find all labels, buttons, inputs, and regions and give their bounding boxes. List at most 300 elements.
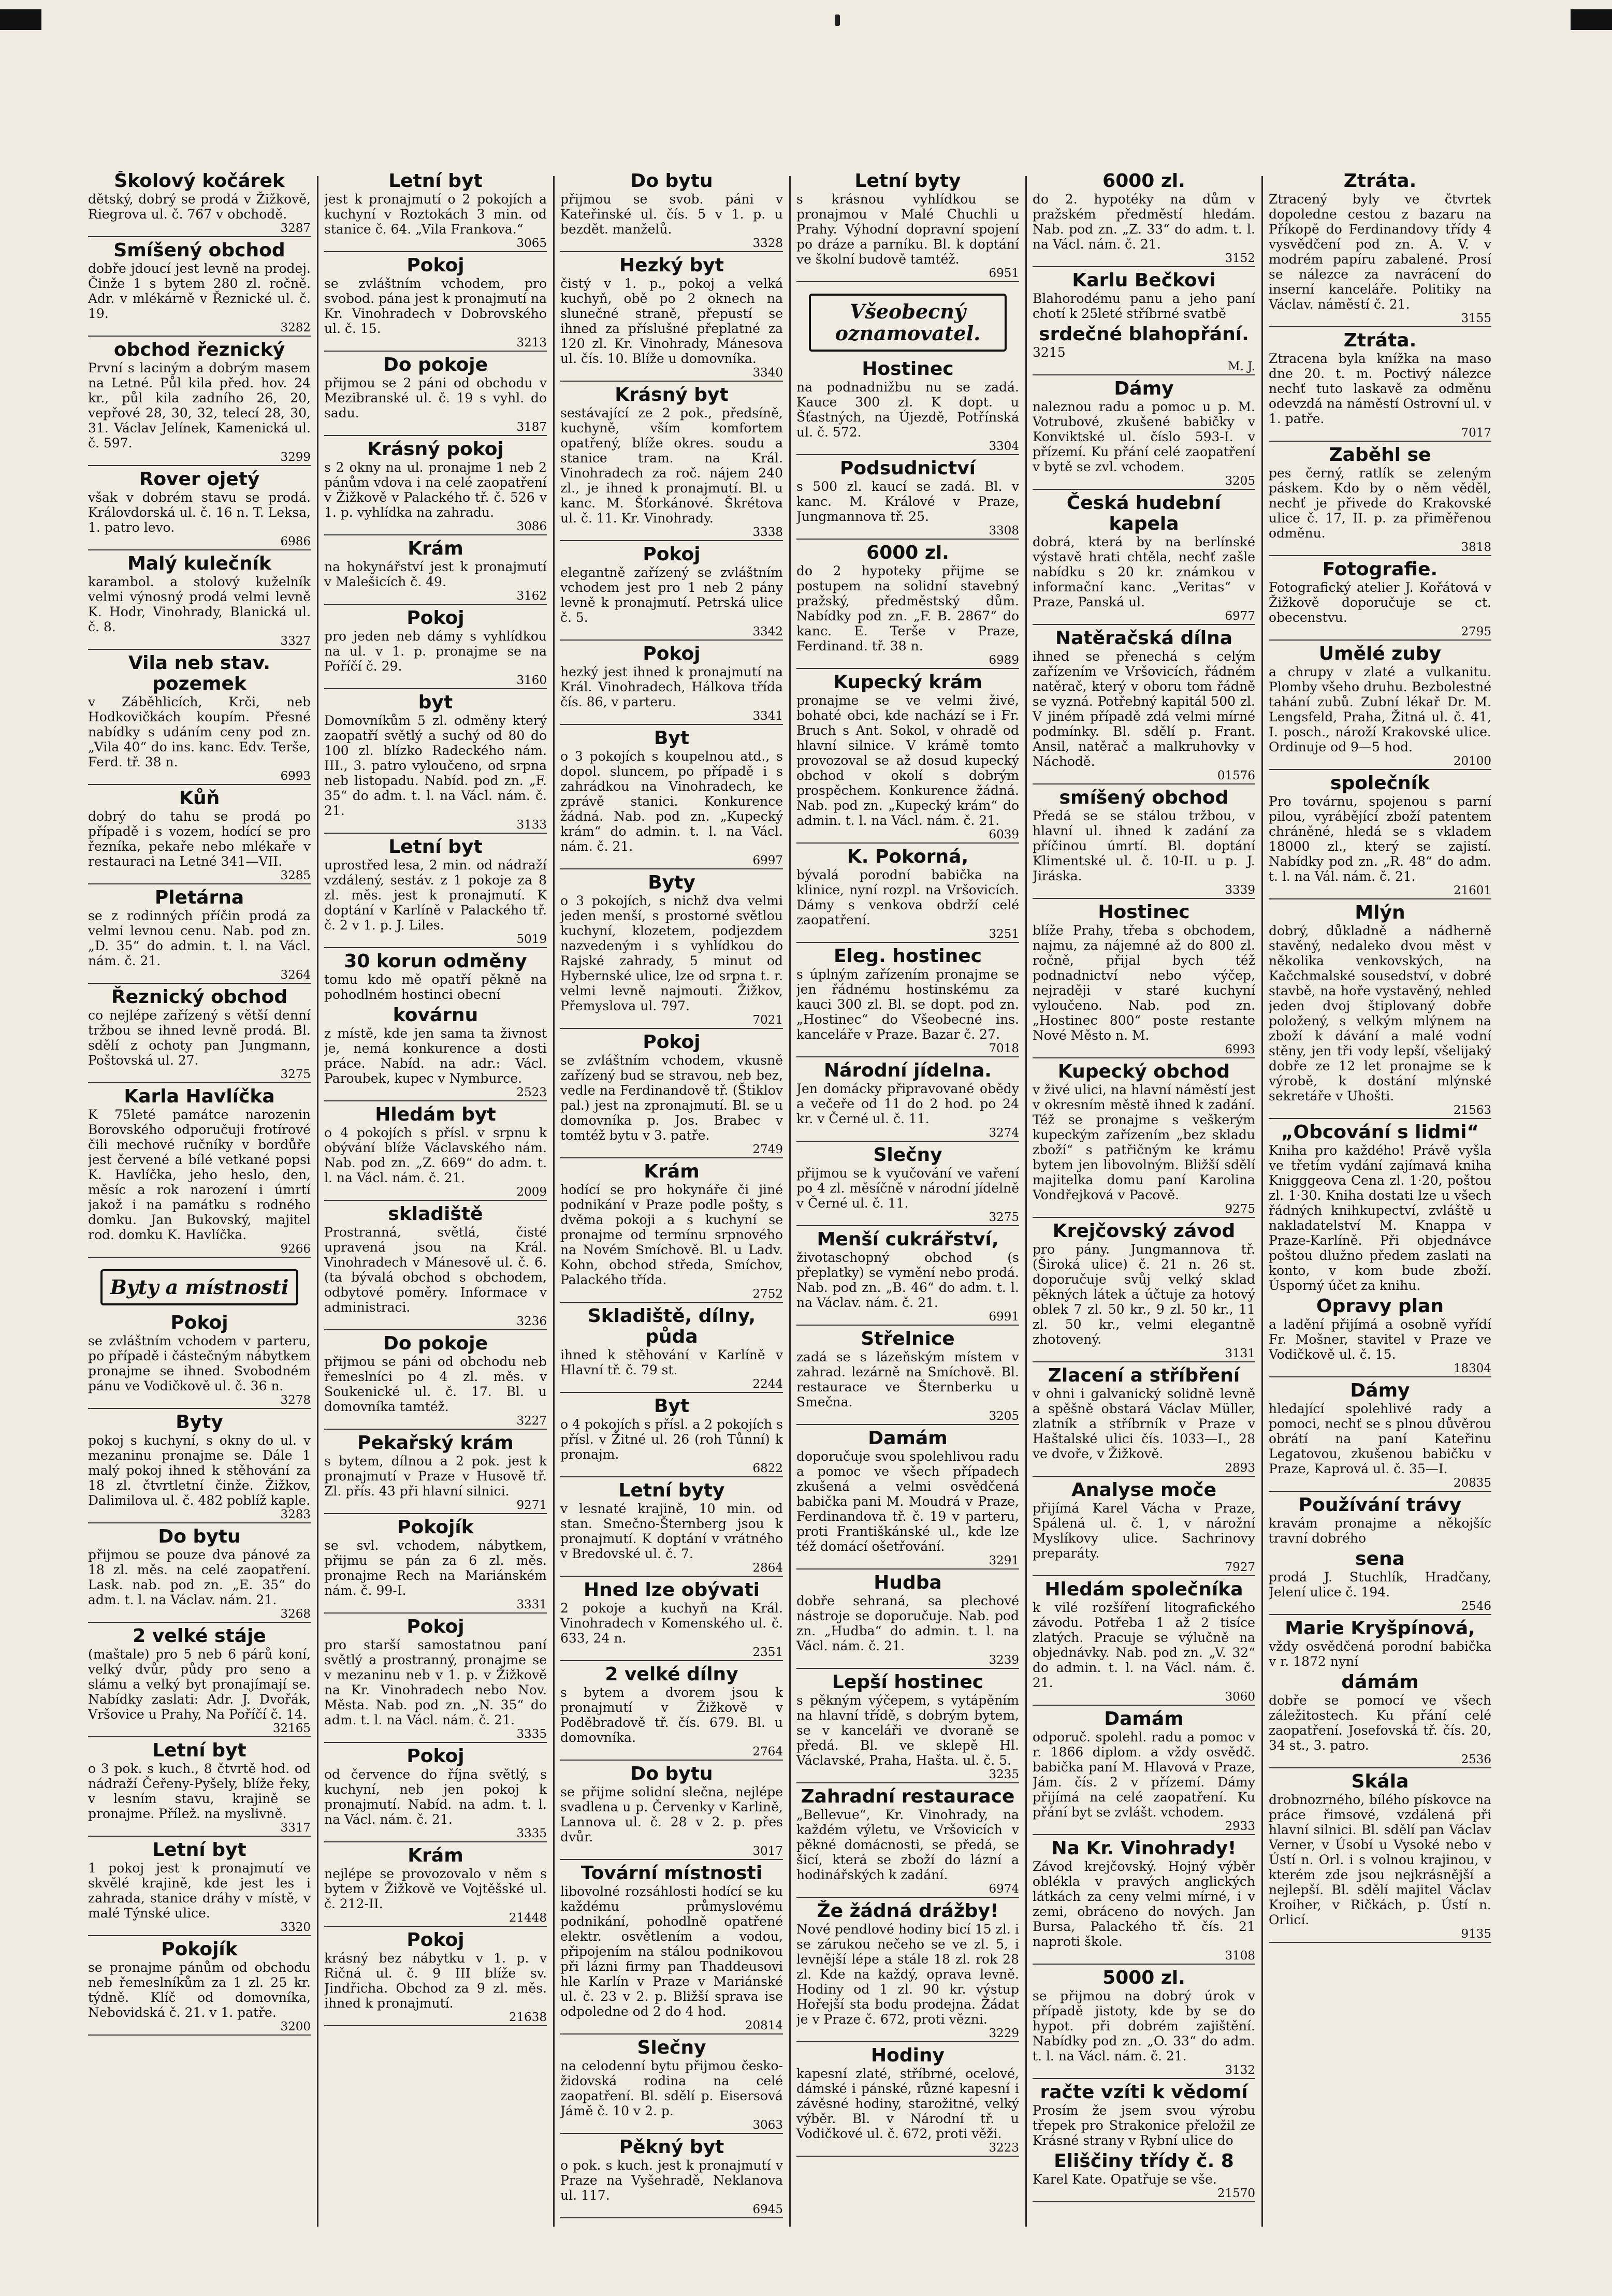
ad-number: 5019: [324, 933, 547, 948]
classified-ad: [324, 1617, 547, 1743]
classified-ad: [324, 608, 547, 689]
ad-body: s bytem, dílnou a 2 pok. jest k pronajmutí v Praze v Husově tř. Zl. přís. 43 při hlavní silnici.: [324, 1454, 547, 1499]
ad-number: 3223: [796, 2141, 1019, 2157]
ad-body: drobnozrného, bílého pískovce na práce řimsové, vzdálená při hlavní silnici. Bl. sdělí pan Václav Verner, v Úsobí u Vysoké nebo v Ústí n. Orl. i s volnou krajinou, v kterém zde jsou nejkrásnější a nejlepší. Bl. sdělí majitel Václav Kroiher, v Ričkách, p. Ústí n. Orlicí.: [1269, 1792, 1491, 1927]
ad-number: 3342: [560, 625, 783, 641]
classified-ad: [560, 385, 783, 541]
ad-heading: Krám: [408, 538, 463, 559]
ad-number: 3338: [560, 526, 783, 541]
classified-ad: [324, 1005, 547, 1101]
ad-heading: Dámy: [1114, 378, 1174, 399]
ad-heading: obchod řeznický: [113, 339, 285, 360]
ad-body: přijmou se 2 páni od obchodu v Mezibranské ul. č. 19 s vyhl. do sadu.: [324, 375, 547, 420]
ad-body: v Záběhlicích, Krči, neb Hodkovičkách koupím. Přesné nabídky s udáním ceny pod zn. „Vila 40“ do ins. kanc. Edv. Terše, Ferd. tř. 38 n.: [88, 694, 311, 769]
classified-ad: [324, 1333, 547, 1430]
ad-heading: Vila neb stav. pozemek: [128, 652, 271, 694]
ad-body: dobře jdoucí jest levně na prodej. Činže 1 s bytem 280 zl. ročně. Adr. v mlékárně v Řeznické ul. č. 19.: [88, 261, 311, 321]
ad-heading: 2 velké stáje: [133, 1625, 266, 1647]
ad-body: o 3 pok. s kuch., 8 čtvrtě hod. od nádraží Čeřeny-Pyšely, blíže řeky, v lesním stavu, krajině se pronajme. Přílež. na myslivně.: [88, 1761, 311, 1821]
ad-number: 3205: [1033, 474, 1255, 490]
ad-number: 2523: [324, 1086, 547, 1101]
classified-ad: [1269, 1549, 1491, 1615]
ad-number: 18304: [1269, 1362, 1491, 1377]
ad-heading: Pekařský krám: [357, 1432, 514, 1454]
ad-heading: Ztráta.: [1343, 171, 1417, 192]
ad-heading: Zaběhl se: [1329, 444, 1431, 466]
ad-body: blíže Prahy, třeba s obchodem, najmu, za nájemné až do 800 zl. ročně, přijal bych též podnadnictví nebo výčep, nejraději v staré kuchyní vyloučeno. Nab. pod zn. „Hostinec 800“ poste restante Nové Město n. M.: [1033, 923, 1255, 1043]
ad-number: 2351: [560, 1646, 783, 1661]
classified-ad: [324, 539, 547, 605]
ad-heading: Slečny: [873, 1144, 942, 1166]
scan-corner-mark: [0, 9, 41, 30]
ad-body: Předá se se stálou tržbou, v hlavní ul. ihned k zadání za příčinou úmrtí. Bl. doptání Klimentské ul. č. 10-II. u p. J. Jiráska.: [1033, 808, 1255, 883]
classified-ad: [560, 171, 783, 252]
ad-body: se zvláštním vchodem, vkusně zařízený bud se stravou, neb bez, vedle na Ferdinandově tř. (Štiklov pal.) jest na zpronajmutí. Bl. se u domovníka p. Jos. Brabec v tomtéž bytu v 3. patře.: [560, 1053, 783, 1143]
ad-number: 3200: [88, 2020, 311, 2036]
ad-body: kapesní zlaté, stříbrné, ocelové, dámské i pánské, různé kapesní i závěsné hodiny, starožitné, velký výběr. Bl. v Národní tř. u Vodičkové ul. č. 672, proti věži.: [796, 2066, 1019, 2141]
classified-ad: [796, 171, 1019, 282]
ad-body: Kniha pro každého! Právě vyšla ve třetím vydání zajímavá kniha Knigggeova Cena zl. 1·20, poštou zl. 1·30. Kniha dostati lze u všech řádných knihkupectví, zvláště u nakladatelství M. Knappa v Praze-Karlíně. Při objednávce poštou dlužno předem zaslati na konto, v kom bude zboží. Úsporný účet za knihu.: [1269, 1143, 1491, 1293]
column-rule: [1025, 176, 1027, 2227]
ad-body: Ztracena byla knížka na maso dne 20. t. m. Poctivý nálezce nechť tuto laskavě za odměnu odevzdá na náměstí Ostrovní ul. v 1. patře.: [1269, 351, 1491, 426]
classified-ad: [796, 1786, 1019, 1898]
ad-body: od července do října světlý, s kuchyní, neb jen pokoj k pronajmutí. Nabíd. na adm. t. l. na Václ. nám. č. 21.: [324, 1767, 547, 1827]
classified-ad: [88, 554, 311, 650]
ad-number: 2546: [1269, 1600, 1491, 1615]
ad-body: se zvláštním vchodem, pro svobod. pána jest k pronajmutí na Kr. Vinohradech v Dobrovského ul. č. 15.: [324, 276, 547, 336]
classified-ad: [796, 1901, 1019, 2042]
ad-heading: Analyse moče: [1071, 1479, 1216, 1501]
section-heading: Všeobecný oznamovatel.: [809, 294, 1007, 352]
classified-ad: [88, 240, 311, 337]
ad-number: 3108: [1033, 1949, 1255, 1965]
classified-ad: [796, 1145, 1019, 1226]
section-heading: Byty a místnosti: [100, 1269, 298, 1305]
ad-number: 3317: [88, 1821, 311, 1837]
ad-number: 7018: [796, 1042, 1019, 1057]
classified-ad: [324, 255, 547, 352]
ad-heading: Pokoj: [406, 255, 464, 276]
classified-ad: [1033, 1365, 1255, 1477]
ad-number: 3327: [88, 634, 311, 650]
ad-number: 21448: [324, 1911, 547, 1927]
ad-heading: Hudba: [874, 1572, 942, 1593]
classified-ad: [560, 1306, 783, 1393]
classified-ad: [88, 1412, 311, 1523]
ad-heading: Byt: [653, 728, 690, 749]
ad-body: s pěkným výčepem, s vytápěním na hlavní třídě, s dobrým bytem, se v kanceláři ve dvoraně se předá. Bl. ve sklepě Hl. Václavské, Praha, Hašta. ul. č. 5.: [796, 1693, 1019, 1768]
classified-ad: [88, 1939, 311, 2036]
ad-body: Nové pendlové hodiny bicí 15 zl. i se zárukou nečeho se ve zl. 5, i levnější lépe a stále 18 zl. rok 28 zl. Kde na každý, oprava levně. Hodiny od 1 zl. 90 kr. výstup Hořejší sta bodu prodejna. Žádat je v Praze č. 672, proti vězni.: [796, 1922, 1019, 2027]
classified-column-2: [324, 171, 547, 2242]
classified-ad: [1269, 1495, 1491, 1546]
ad-body: dobrý do tahu se prodá po případě i s vozem, hodící se pro řezníka, pekaře nebo mlékaře v restauraci na Letné 341—VII.: [88, 809, 311, 869]
classified-ad: [560, 1580, 783, 1661]
ad-body: ihned se přenechá s celým zařízením ve Vršovicích, řádném natěrač, který v oboru tom řádně se vyzná. Potřebný kapitál 500 zl. V jiném případě zdá velmi mírné podmínky. Bl. sdělí p. Frant. Ansil, natěrač a malkruhovky v Náchodě.: [1033, 649, 1255, 769]
ad-heading: Lepší hostinec: [832, 1672, 984, 1693]
ad-body: ihned k stěhování v Karlíně v Hlavní tř. č. 79 st.: [560, 1347, 783, 1377]
ad-number: 6974: [796, 1882, 1019, 1898]
ad-body: se zvláštním vchodem v parteru, po případě i částečným nábytkem pronajme se ihned. Svobodném pánu ve Vodičkově ul. č. 36 n.: [88, 1333, 311, 1393]
ad-body: se z rodinných příčin prodá za velmi levnou cenu. Nab. pod zn. „D. 35“ do admin. t. l. na Václ. nám. č. 21.: [88, 908, 311, 968]
ad-heading: Letní byt: [388, 171, 483, 192]
ad-heading: Eleg. hostinec: [833, 946, 982, 967]
classified-ad: [1269, 1618, 1491, 1669]
ad-body: 3215: [1033, 345, 1066, 360]
ad-heading: Krám: [408, 1845, 463, 1866]
classified-ad: [1269, 1771, 1491, 1943]
ad-body: Prosím že jsem svou výrobu třepek pro Strakonice přeložil ze Krásné strany v Rybní ulice do: [1033, 2103, 1255, 2148]
classified-ad: [88, 1086, 311, 1258]
ad-heading: dámám: [1341, 1672, 1419, 1693]
ad-number: 3065: [324, 237, 547, 252]
ad-heading: Letní byt: [152, 1839, 246, 1861]
ad-heading: Hledám byt: [375, 1104, 496, 1125]
ad-body: pronajme se ve velmi živé, bohaté obci, kde nachází se i Fr. Bruch s Ant. Sokol, v ohradě od hlavní silnice. V krámě tomto provozoval se až dosud kupecký obchod v okolí s dobrým prospěchem. Konkurence žádná. Nab. pod zn. „Kupecký krám“ do admin. t. l. na Václ. nám. č. 21.: [796, 693, 1019, 828]
ad-number: 6977: [1033, 609, 1255, 625]
ad-number: 2749: [560, 1143, 783, 1158]
ad-body: „Bellevue“, Kr. Vinohrady, na každém výletu, ve Vršovicích v pěkné domácnosti, se předá, se šicí, která se zboží do lázní a hodinářských k zadání.: [796, 1807, 1019, 1882]
ad-heading: Letní byt: [388, 836, 483, 858]
ad-body: na hokynářství jest k pronajmutí v Malešicích č. 49.: [324, 559, 547, 589]
classified-ad: [796, 2045, 1019, 2157]
ad-body: karambol. a stolový kuželník velmi výnosný prodá velmi levně K. Hodr, Vinohrady, Blanická ul. č. 8.: [88, 574, 311, 634]
classified-column-6: [1269, 171, 1491, 2242]
ad-body: K 75leté památce narozenin Borovského odporučuji frotírové čili mechové ručníky v bordůře jest červené a bílé vetkané popsi K. Havlíčka, jeho heslo, den, měsíc a rok narození i úmrtí jakož i na památku s rodného domku. Jan Bukovský, majitel rod. domku K. Havlíčka.: [88, 1107, 311, 1242]
ad-heading: Pokoj: [406, 1616, 464, 1637]
ad-heading: Skála: [1351, 1771, 1409, 1792]
classified-ad: [88, 1313, 311, 1409]
ad-number: 01576: [1033, 769, 1255, 784]
ad-heading: Umělé zuby: [1318, 643, 1442, 664]
classified-ad: [1033, 493, 1255, 625]
ad-number: 3340: [560, 366, 783, 382]
ad-body: dobrý, důkladně a nádherně stavěný, nedaleko dvou měst v několika venkovských, na Kačchmalské sousedství, v dobré stavbě, na hoře vystavěný, nehled jeden dvoj štiplovaný dobře položený, s velkým mlýnem na zboží k dávání a malé vodní stěny, jen tři vody lepší, všelijaký dobře ze 12 let pronajme se k výrobě, k dostání mlýnské sekretáře v Uhošti.: [1269, 923, 1491, 1103]
ad-heading: Kupecký obchod: [1057, 1061, 1230, 1082]
classified-ad: [1033, 1968, 1255, 2079]
ad-body: Prostranná, světlá, čisté upravená jsou na Král. Vinohradech v Mánesově ul. č. 6. (ta bývalá obchod s obchodem, odbytové poměry. Informace v administraci.: [324, 1225, 547, 1315]
ad-number: 3017: [560, 1844, 783, 1860]
ad-heading: Hezký byt: [619, 255, 724, 276]
ad-number: 3235: [796, 1768, 1019, 1783]
classified-ad: [88, 788, 311, 884]
ad-body: přijmou se páni od obchodu neb řemeslníci po 4 zl. měs. v Soukenické ul. č. 17. Bl. u domovníka tamtéž.: [324, 1354, 547, 1414]
ad-heading: Pokojík: [397, 1517, 474, 1538]
ad-heading: Krásný byt: [615, 384, 729, 405]
ad-heading: K. Pokorná,: [847, 846, 969, 867]
classified-column-1: [88, 171, 311, 2242]
ad-heading: Kupecký krám: [833, 672, 982, 693]
ad-heading: Natěračská dílna: [1055, 628, 1232, 649]
classified-ad: [1269, 171, 1491, 327]
ad-number: 21601: [1269, 884, 1491, 899]
ad-body: přijmou se k vyučování ve vaření po 4 zl. měsíčně v národní jídelně v Černé ul. č. 11.: [796, 1166, 1019, 1211]
ad-heading: Pokoj: [643, 544, 701, 565]
ad-body: přijmou se svob. páni v Kateřinské ul. čís. 5 v 1. p. u bezdět. manželů.: [560, 192, 783, 237]
ad-heading: Slečny: [637, 2037, 706, 2058]
ad-body: (maštale) pro 5 neb 6 párů koní, velký dvůr, půdy pro seno a slámu a velký byt pronajímají se. Nabídky zaslati: Adr. J. Dvořák, Vršovice u Prahy, Na Poříčí č. 14.: [88, 1647, 311, 1722]
ad-number: 3160: [324, 674, 547, 689]
column-rule: [553, 176, 555, 2227]
ad-body: k vilé rozšíření litografického závodu. Potřeba 1 až 2 tisíce zlatých. Pracuje se výlučně na objednávky. Nab. pod zn. „V. 32“ do admin. t. l. na Václ. nám. č. 21.: [1033, 1600, 1255, 1690]
classified-ad: [1033, 628, 1255, 784]
ad-heading: Opravy plan: [1316, 1296, 1444, 1317]
classified-ad: [324, 1433, 547, 1514]
ad-body: dobře sehraná, sa plechové nástroje se doporučuje. Nab. pod zn. „Hudba“ do admin. t. l. na Václ. nám. č. 21.: [796, 1593, 1019, 1653]
ad-number: 3320: [88, 1921, 311, 1936]
ad-number: 6951: [796, 267, 1019, 282]
ad-body: krásný bez nábytku v 1. p. v Ričná ul. č. 9 III blíže sv. Jindřicha. Obchod za 9 zl. měs. ihned k pronajmutí.: [324, 1951, 547, 2011]
ad-heading: Mlýn: [1355, 902, 1405, 923]
ad-heading: Do bytu: [630, 1763, 713, 1784]
ad-body: co nejlépe zařízený s větší denní tržbou se ihned levně prodá. Bl. sdělí z ochoty pan Jungmann, Poštovská ul. 27.: [88, 1008, 311, 1068]
ad-heading: Hledám společníka: [1044, 1579, 1243, 1600]
ad-number: 3308: [796, 524, 1019, 540]
ad-heading: Tovární místnosti: [580, 1863, 763, 1884]
classified-ad: [1269, 644, 1491, 770]
ad-heading: Letní byty: [854, 171, 961, 192]
classified-ad: [560, 1032, 783, 1158]
classified-column-3: [560, 171, 783, 2242]
classified-ad: [88, 987, 311, 1083]
classified-ad: [1033, 902, 1255, 1058]
classified-ad: [1269, 1672, 1491, 1768]
ad-body: dobře se pomocí ve všech záležitostech. Ku přání celé zaopatření. Josefovská tř. čís. 20, 34 st., 3. patro.: [1269, 1693, 1491, 1753]
ad-heading: 5000 zl.: [1102, 1967, 1185, 1988]
ad-body: Domovníkům 5 zl. odměny který zaopatří světlý a suchý od 80 do 100 zl. blízko Radeckého nám. III., 3. patro vyloučeno, od srpna neb listopadu. Nabíd. pod zn. „F. 35“ do adm. t. l. na Václ. nám. č. 21.: [324, 713, 547, 818]
ad-body: se přijme solidní slečna, nejlépe svadlena u p. Červenky v Karlině, Lannova ul. č. 28 v 2. p. přes dvůr.: [560, 1784, 783, 1844]
ad-number: 3213: [324, 336, 547, 352]
ad-body: o pok. s kuch. jest k pronajmutí v Praze na Vyšehradě, Neklanova ul. 117.: [560, 2158, 783, 2203]
ad-number: 6993: [88, 769, 311, 785]
classified-ad: [1033, 1838, 1255, 1965]
classified-ad: [324, 1105, 547, 1201]
classified-ad: [1269, 903, 1491, 1119]
ad-number: 3060: [1033, 1690, 1255, 1706]
ad-body: prodá J. Stuchlík, Hradčany, Jelení ulice č. 194.: [1269, 1570, 1491, 1600]
classified-ad: [560, 1863, 783, 2035]
ad-number: 6945: [560, 2203, 783, 2218]
ad-heading: byt: [418, 692, 453, 713]
ad-body: z místě, kde jen sama ta živnost je, nemá konkurence a dosti práce. Nabíd. na adr.: Václ. Paroubek, kupec v Nymburce.: [324, 1026, 547, 1086]
ad-heading: Ztráta.: [1343, 330, 1417, 351]
ad-number: 3133: [324, 818, 547, 834]
ad-number: 3341: [560, 709, 783, 725]
ad-body: do 2 hypoteky přijme se postupem na solidní stavebný pražský, předměstský dům. Nabídky pod zn. „F. B. 2867“ do kanc. E. Terše v Praze, Ferdinand. tř. 38 n.: [796, 563, 1019, 653]
ad-number: 6989: [796, 653, 1019, 669]
ad-number: 3275: [796, 1211, 1019, 1226]
ad-number: 9275: [1033, 1202, 1255, 1218]
ad-number: 3268: [88, 1607, 311, 1623]
ad-heading: Byty: [648, 872, 695, 893]
classified-ad: [88, 469, 311, 550]
ad-number: 9271: [324, 1499, 547, 1514]
ad-number: 3291: [796, 1554, 1019, 1570]
classified-ad: [88, 171, 311, 237]
ad-heading: společník: [1330, 773, 1430, 794]
ad-body: s 2 okny na ul. pronajme 1 neb 2 pánům vdova i na celé zaopatření v Žižkově v Palackého tř. č. 526 v 1. p. vyhlídka na zahradu.: [324, 460, 547, 520]
ad-body: pro starší samostatnou paní světlý a prostranný, pronajme se v mezaninu neb v 1. p. v Žižkově na Kr. Vinohradech nebo Nov. Města. Nab. pod zn. „N. 35“ do adm. t. l. na Václ. nám. č. 21.: [324, 1637, 547, 1727]
ad-number: M. J.: [1033, 360, 1255, 375]
ad-heading: „Obcování s lidmi“: [1281, 1122, 1479, 1143]
ad-heading: Do pokoje: [383, 354, 488, 375]
ad-heading: Řeznický obchod: [111, 986, 288, 1008]
ad-heading: Do pokoje: [383, 1333, 488, 1354]
classified-ad: [796, 847, 1019, 943]
classified-ad: [88, 1840, 311, 1936]
ad-heading: Používání trávy: [1298, 1494, 1462, 1516]
ad-heading: Hned lze obývati: [584, 1579, 760, 1601]
classified-ad: [1033, 1221, 1255, 1362]
ad-heading: Skladiště, dílny, půda: [587, 1305, 756, 1347]
column-rule: [789, 176, 791, 2227]
ad-body: zadá se s lázeňským místem v zahrad. lezárně na Smíchově. Bl. restaurace ve Šternberku u Smečna.: [796, 1349, 1019, 1409]
ad-heading: Krejčovský závod: [1052, 1220, 1236, 1242]
ad-number: 3205: [796, 1409, 1019, 1425]
classified-ad: [1269, 1122, 1491, 1293]
ad-number: 7021: [560, 1013, 783, 1029]
ad-number: 3299: [88, 451, 311, 466]
ad-body: naleznou radu a pomoc u p. M. Votrubové, zkušené babičky v Konviktské ul. číslo 593-I. v přízemí. Ku přání celé zaopatření v bytě se zvl. vchodem.: [1033, 399, 1255, 474]
ad-heading: Byty: [176, 1412, 223, 1433]
ad-body: a chrupy v zlaté a vulkanitu. Plomby všeho druhu. Bezbolestné tahání zubů. Zubní lékař Dr. M. Lengsfeld, Praha, Žitná ul. č. 41, I. posch., nároží Krakovské ulice. Ordinuje od 9—5 hod.: [1269, 664, 1491, 754]
ad-heading: Damám: [868, 1428, 948, 1449]
ad-heading: Hostinec: [862, 358, 954, 380]
ad-body: libovolné rozsáhlosti hodící se ku každému průmyslovému podnikání, pohodlně opatřené elektr. osvětlením a vodou, připojením na stálou podnikovou při lázni firmy pan Thaddeusovi hle Karlín v Praze v Mariánské ul. č. 23 v 2. p. Bližší sprava ise odpoledne od 2 do 4 hod.: [560, 1884, 783, 2019]
ad-body: Fotografický atelier J. Kořátová v Žižkově doporučuje se ct. obecenstvu.: [1269, 580, 1491, 625]
ad-number: 20835: [1269, 1476, 1491, 1492]
ad-body: a ladění přijímá a osobně vyřídí Fr. Mošner, stavitel v Praze ve Vodičkově ul. č. 15.: [1269, 1317, 1491, 1362]
ad-body: o 4 pokojích s přísl. a 2 pokojích s přísl. v Žitné ul. 26 (roh Tůnní) k pronajm.: [560, 1417, 783, 1462]
ad-body: kravám pronajme a někojšíc travní dobrého: [1269, 1516, 1491, 1546]
ad-body: hezký jest ihned k pronajmutí na Král. Vinohradech, Hálkova třída čís. 86, v parteru.: [560, 664, 783, 709]
ad-body: Ztracený byly ve čtvrtek dopoledne cestou z bazaru na Příkopě do Ferdinandovy třídy 4 vysvědčení pod zn. A. V. v modrém papíru zabalené. Prosí se nálezce za navrácení do inserní kanceláře. Politiky na Václav. náměstí č. 21.: [1269, 192, 1491, 312]
classified-ad: [1033, 1709, 1255, 1835]
column-rule: [1261, 176, 1263, 2227]
ad-heading: Menší cukrářství,: [817, 1229, 999, 1250]
ad-body: pro jeden neb dámy s vyhlídkou na ul. v 1. p. pronajme se na Poříčí č. 29.: [324, 629, 547, 674]
ad-body: Závod krejčovský. Hojný výběr oblékla v pravých anglických látkách za ceny velmi mírné, i v zemi, obráceno do nových. Jan Bursa, Palackého tř. čís. 21 naproti škole.: [1033, 1859, 1255, 1949]
ad-heading: Pokoj: [170, 1312, 228, 1333]
ad-body: v ohni i galvanický solidně levně a spěšně obstará Václav Müller, zlatník a stříbrník v Praze v Haštalské ulici čís. 1033—I., 28 ve dvoře, v Žižkově.: [1033, 1386, 1255, 1461]
ad-body: se svl. vchodem, nábytkem, přijmu se pán za 6 zl. měs. pronajme Rech na Mariánském nám. č. 99-I.: [324, 1538, 547, 1598]
classified-ad: [324, 1746, 547, 1842]
classified-ad: [796, 359, 1019, 455]
ad-heading: Pokoj: [406, 1929, 464, 1951]
classified-ad: [324, 1517, 547, 1614]
column-rule: [317, 176, 318, 2227]
ad-body: 1 pokoj jest k pronajmutí ve skvělé krajině, kde jest les i zahrada, stanice dráhy v místě, v malé Týnské ulice.: [88, 1861, 311, 1921]
classified-ad: [560, 1161, 783, 1303]
ad-heading: Pěkný byt: [619, 2137, 724, 2158]
ad-heading: Zlacení a stříbření: [1048, 1365, 1240, 1386]
ad-number: 20100: [1269, 754, 1491, 770]
ad-heading: Rover ojetý: [139, 469, 260, 490]
classified-ad: [1033, 324, 1255, 375]
ad-heading: Karla Havlíčka: [124, 1086, 275, 1107]
ad-number: 3335: [324, 1727, 547, 1743]
classified-ad: [796, 458, 1019, 540]
ad-body: Jen domácky připravované obědy a večeře od 11 do 2 hod. po 24 kr. v Černé ul. č. 11.: [796, 1081, 1019, 1126]
ad-body: První s laciným a dobrým masem na Letné. Půl kila před. hov. 24 kr., půl kila zadního 26, 20, vepřové 28, 30, 32, telecí 28, 30, 31. Václav Jelínek, Kamenická ul. č. 597.: [88, 360, 311, 451]
classified-ad: [1269, 330, 1491, 442]
classified-ad: [560, 2038, 783, 2134]
ad-body: odporuč. spolehl. radu a pomoc v r. 1866 diplom. a vždy osvědč. babička paní M. Hlavová v Praze, Jám. čís. 2 v přízemí. Dámy přijímá na celé zaopatření. Ku přání byt se zvlášt. vchodem.: [1033, 1730, 1255, 1820]
ad-body: však v dobrém stavu se prodá. Královdorská ul. č. 16 n. T. Leksa, 1. patro levo.: [88, 490, 311, 535]
classified-ad: [560, 2137, 783, 2218]
ad-heading: skladiště: [388, 1203, 483, 1225]
ad-body: jest k pronajmutí o 2 pokojích a kuchyní v Roztokách 3 min. od stanice č. 64. „Vila Frankova.“: [324, 192, 547, 237]
ad-number: 3236: [324, 1315, 547, 1330]
ad-heading: Smíšený obchod: [113, 240, 285, 261]
ad-body: nejlépe se provozovalo v něm s bytem v Žižkově ve Vojtěšské ul. č. 212-II.: [324, 1866, 547, 1911]
classified-ad: [1033, 171, 1255, 267]
ad-body: čistý v 1. p., pokoj a velká kuchyň, obě po 2 oknech na slunečné straně, přepustí se ihned za příslušné přeplatné za 120 zl. Kr. Vinohrady, Mánesova ul. čís. 10. Blíže u domovníka.: [560, 276, 783, 366]
ad-number: 2536: [1269, 1753, 1491, 1768]
ad-number: 32165: [88, 1722, 311, 1737]
classified-ad: [88, 653, 311, 785]
ad-body: Pro továrnu, spojenou s parní pilou, vyrábějící zboží patentem chráněné, hledá se s vkladem 18000 zl., který se zajistí. Nabídky pod zn. „R. 48“ do adm. t. l. na Vál. nám. č. 21.: [1269, 794, 1491, 884]
classified-ad: [1269, 1380, 1491, 1492]
ad-heading: 2 velké dílny: [605, 1664, 738, 1685]
ad-heading: Pokoj: [406, 607, 464, 629]
ad-body: s bytem a dvorem jsou k pronajmutí v Žižkově v Poděbradově tř. čís. 679. Bl. u domovníka.: [560, 1685, 783, 1745]
ad-number: 7927: [1033, 1561, 1255, 1576]
ad-heading: Národní jídelna.: [824, 1060, 992, 1081]
classified-ad: [88, 340, 311, 466]
ad-number: 3086: [324, 520, 547, 535]
ad-number: 3287: [88, 222, 311, 237]
ad-body: o 3 pokojích, s nichž dva velmi jeden menší, s prostorné světlou kuchyní, klozetem, podjezdem nazvedeným i s vyhlídkou do Rajské zahrady, 5 minut od Hybernské ulice, lze od srpna t. r. velmi levně najmouti. Žižkov, Přemyslova ul. 797.: [560, 893, 783, 1013]
classified-ad: [1033, 379, 1255, 490]
ad-number: 2764: [560, 1745, 783, 1761]
classified-ad: [1033, 1579, 1255, 1706]
classified-ad: [796, 946, 1019, 1057]
ad-heading: Hostinec: [1098, 902, 1190, 923]
ad-heading: Podsudnictví: [839, 458, 976, 479]
ad-heading: Malý kulečník: [127, 553, 272, 574]
ad-heading: Na Kr. Vinohrady!: [1051, 1838, 1237, 1859]
classified-ad: [560, 255, 783, 382]
ad-heading: Že žádná drážby!: [817, 1900, 999, 1922]
ad-number: 6039: [796, 828, 1019, 844]
ad-number: 7017: [1269, 426, 1491, 442]
ad-number: 21638: [324, 2011, 547, 2026]
ad-number: 3304: [796, 440, 1019, 455]
classified-column-4: [796, 171, 1019, 2242]
ad-heading: Fotografie.: [1322, 559, 1438, 580]
ad-body: v lesnaté krajině, 10 min. od stan. Smečno-Šternberg jsou k pronajmutí. K doptání v vrátného v Bredovské ul. č. 7.: [560, 1501, 783, 1561]
ad-heading: Eliščiny třídy č. 8: [1054, 2150, 1234, 2172]
classified-ad: [560, 1480, 783, 1577]
classified-ad: [796, 672, 1019, 844]
ad-number: 6993: [1033, 1043, 1255, 1058]
ad-heading: Česká hudební kapela: [1066, 492, 1222, 534]
ad-body: tomu kdo mě opatří pěkně na pohodlném hostinci obecní: [324, 972, 547, 1002]
classified-ad: [1033, 2082, 1255, 2148]
classified-ad: [796, 1329, 1019, 1425]
classified-ad: [1033, 270, 1255, 321]
ad-body: uprostřed lesa, 2 min. od nádraží vzdálený, sestáv. z 1 pokoje za 8 zl. měs. jest k pronajmutí. K doptání v Karlíně v Palackého tř. č. 2 v 1. p. J. Liles.: [324, 858, 547, 933]
ad-body: životaschopný obchod (s přeplatky) se vymění nebo prodá. Nab. pod zn. „B. 46“ do adm. t. l. na Václav. nám. č. 21.: [796, 1250, 1019, 1310]
ad-number: 3063: [560, 2118, 783, 2134]
ad-body: 2 pokoje a kuchyň na Král. Vinohradech v Komenského ul. č. 633, 24 n.: [560, 1601, 783, 1646]
ad-heading: Damám: [1104, 1708, 1184, 1730]
ad-number: 21563: [1269, 1103, 1491, 1119]
ad-heading: Letní byty: [618, 1480, 725, 1501]
ad-body: sestávající ze 2 pok., předsíně, kuchyně, vším komfortem opatřený, blíže okres. soudu a stanice tram. na Král. Vinohradech za roč. nájem 240 zl., je ihned k pronajmutí. Bl. u kanc. M. Šťorkánové. Škrétova ul. č. 11. Kr. Vinohrady.: [560, 405, 783, 526]
ad-number: 3818: [1269, 541, 1491, 556]
